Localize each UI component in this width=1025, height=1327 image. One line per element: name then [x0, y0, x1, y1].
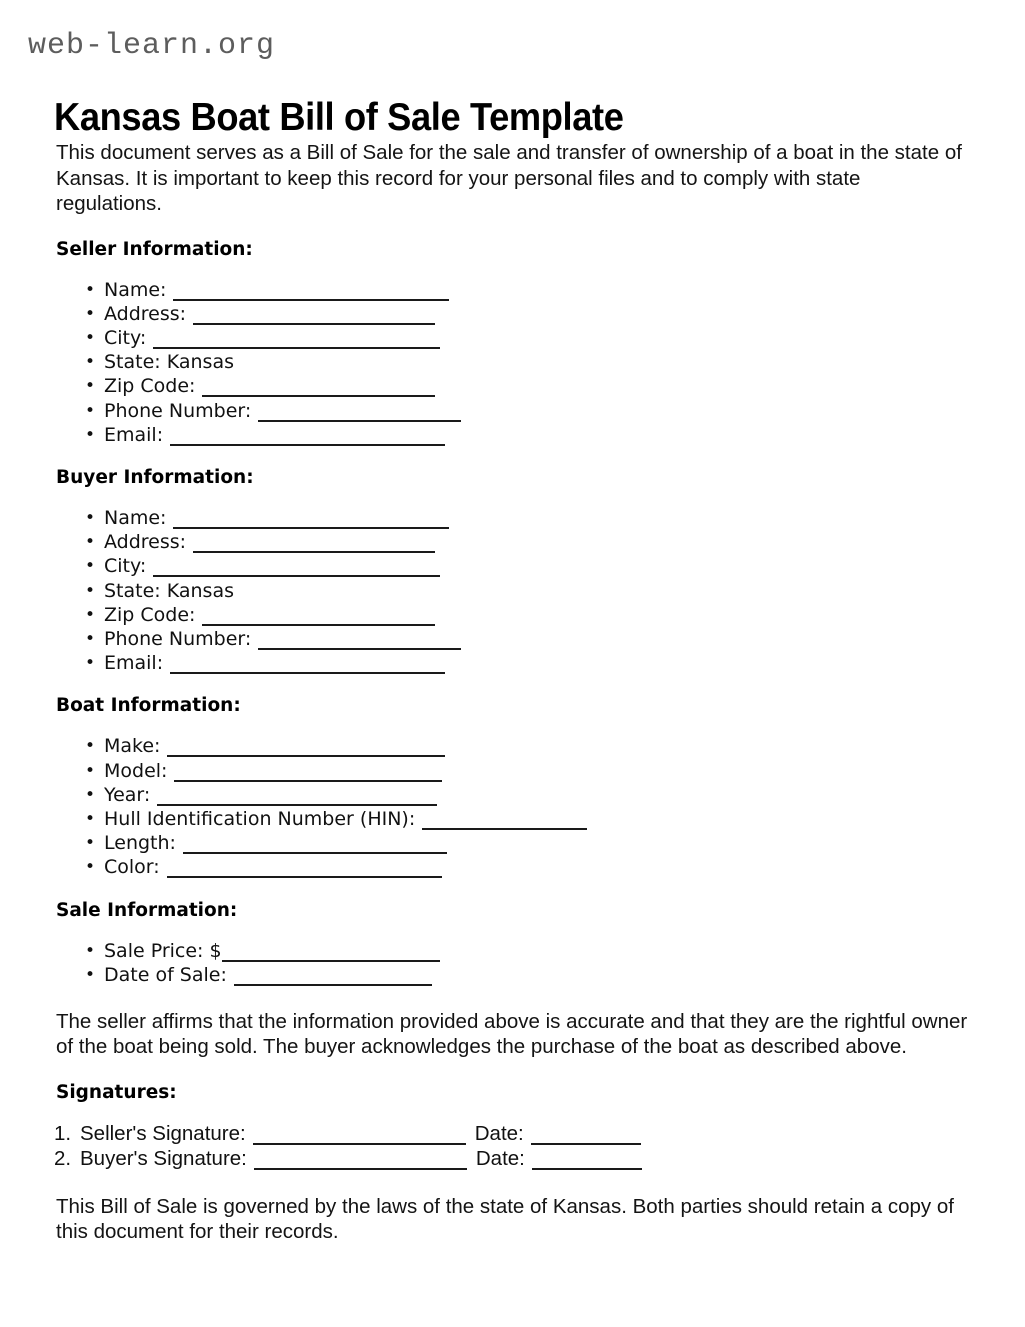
- fill-in-blank[interactable]: [167, 863, 442, 878]
- fill-in-blank[interactable]: [258, 407, 461, 422]
- document-body: [0, 140, 1025, 1245]
- signature-list: [0, 1121, 1025, 1172]
- fill-in-blank[interactable]: [174, 767, 442, 782]
- buyer-information-heading: Buyer Information:: [56, 466, 254, 488]
- spacer: [0, 447, 1025, 467]
- spacer: [0, 217, 1025, 239]
- signature-blank[interactable]: [254, 1155, 467, 1170]
- field-row: [104, 939, 1025, 963]
- governing-law-paragraph: This Bill of Sale is governed by the laws of the state of Kansas. Both parties should retain a copy of this document for their records.: [56, 1194, 954, 1244]
- field-label: Sale Price: $: [104, 939, 222, 962]
- signatures-heading: Signatures:: [56, 1081, 177, 1103]
- field-label: Email:: [104, 423, 164, 446]
- field-label: Email:: [104, 652, 164, 675]
- spacer: [0, 261, 1025, 278]
- fill-in-blank[interactable]: [183, 839, 447, 854]
- site-watermark: web-learn.org: [28, 29, 276, 63]
- field-label: City:: [104, 326, 147, 349]
- field-label: State:: [104, 351, 161, 374]
- sale-information-heading: Sale Information:: [56, 899, 238, 921]
- sale-field-list: [0, 939, 1025, 987]
- field-row: [104, 302, 1025, 326]
- field-label: Zip Code:: [104, 603, 196, 626]
- spacer: [0, 987, 1025, 1009]
- fill-in-blank[interactable]: [157, 791, 437, 806]
- field-row: [104, 554, 1025, 578]
- field-label: Phone Number:: [104, 627, 252, 650]
- fill-in-blank[interactable]: [202, 611, 435, 626]
- field-row: [104, 651, 1025, 675]
- field-row: [104, 963, 1025, 987]
- affirmation-paragraph: The seller affirms that the information provided above is accurate and that they are the rightful owner of the boat being sold. The buyer acknowledges the purchase of the boat as described above.: [56, 1009, 968, 1059]
- field-row: [104, 627, 1025, 651]
- field-row: [104, 423, 1025, 447]
- spacer: [0, 489, 1025, 506]
- signature-row: [80, 1146, 1025, 1172]
- field-label: Phone Number:: [104, 399, 252, 422]
- field-label: Make:: [104, 735, 161, 758]
- date-blank[interactable]: [531, 1130, 641, 1145]
- field-label: State:: [104, 579, 161, 602]
- fill-in-blank[interactable]: [193, 310, 435, 325]
- fill-in-blank[interactable]: [422, 815, 587, 830]
- spacer: [0, 1172, 1025, 1194]
- fill-in-blank[interactable]: [234, 971, 432, 986]
- page-title: Kansas Boat Bill of Sale Template: [54, 96, 624, 140]
- field-row: [104, 326, 1025, 350]
- field-label: Model:: [104, 759, 168, 782]
- field-row: [104, 807, 1025, 831]
- date-label: Date:: [474, 1121, 524, 1145]
- field-row: [104, 759, 1025, 783]
- buyer-field-list: [0, 506, 1025, 675]
- signature-label: Seller's Signature:: [80, 1121, 246, 1145]
- seller-information-heading: Seller Information:: [56, 238, 253, 260]
- spacer: [0, 880, 1025, 900]
- spacer: [0, 1060, 1025, 1082]
- spacer: [0, 1104, 1025, 1121]
- fill-in-blank[interactable]: [258, 635, 461, 650]
- field-label: Color:: [104, 856, 160, 879]
- field-value: Kansas: [160, 579, 234, 602]
- field-label: Address:: [104, 531, 187, 554]
- field-row: [104, 855, 1025, 879]
- field-row: [104, 831, 1025, 855]
- field-row: [104, 278, 1025, 302]
- intro-paragraph: This document serves as a Bill of Sale for the sale and transfer of ownership of a boat in the state of Kansas. It is important to keep this record for your personal files and to comply with state regulations.: [56, 141, 962, 215]
- fill-in-blank[interactable]: [153, 334, 440, 349]
- signature-blank[interactable]: [253, 1130, 466, 1145]
- fill-in-blank[interactable]: [170, 659, 445, 674]
- fill-in-blank[interactable]: [167, 742, 445, 757]
- fill-in-blank[interactable]: [202, 382, 435, 397]
- spacer: [0, 675, 1025, 695]
- field-label: Length:: [104, 832, 176, 855]
- field-label: Date of Sale:: [104, 963, 227, 986]
- field-row: [104, 603, 1025, 627]
- field-row: [104, 350, 1025, 374]
- field-row: [104, 734, 1025, 758]
- field-row: [104, 374, 1025, 398]
- field-label: Hull Identification Number (HIN):: [104, 807, 416, 830]
- signature-row: [80, 1121, 1025, 1147]
- field-label: Zip Code:: [104, 375, 196, 398]
- spacer: [0, 717, 1025, 734]
- date-blank[interactable]: [532, 1155, 642, 1170]
- field-label: Name:: [104, 506, 167, 529]
- seller-field-list: [0, 278, 1025, 447]
- boat-field-list: [0, 734, 1025, 879]
- field-row: [104, 579, 1025, 603]
- field-row: [104, 530, 1025, 554]
- field-label: Address:: [104, 302, 187, 325]
- spacer: [0, 922, 1025, 939]
- fill-in-blank[interactable]: [153, 562, 440, 577]
- signature-label: Buyer's Signature:: [80, 1147, 247, 1171]
- fill-in-blank[interactable]: [173, 286, 449, 301]
- field-value: Kansas: [160, 351, 234, 374]
- field-label: Name:: [104, 278, 167, 301]
- date-label: Date:: [475, 1147, 525, 1171]
- field-row: [104, 506, 1025, 530]
- fill-in-blank[interactable]: [193, 538, 435, 553]
- fill-in-blank[interactable]: [222, 947, 440, 962]
- boat-information-heading: Boat Information:: [56, 695, 241, 717]
- field-label: City:: [104, 555, 147, 578]
- field-row: [104, 783, 1025, 807]
- field-label: Year:: [104, 783, 151, 806]
- field-row: [104, 399, 1025, 423]
- fill-in-blank[interactable]: [170, 431, 445, 446]
- fill-in-blank[interactable]: [173, 514, 449, 529]
